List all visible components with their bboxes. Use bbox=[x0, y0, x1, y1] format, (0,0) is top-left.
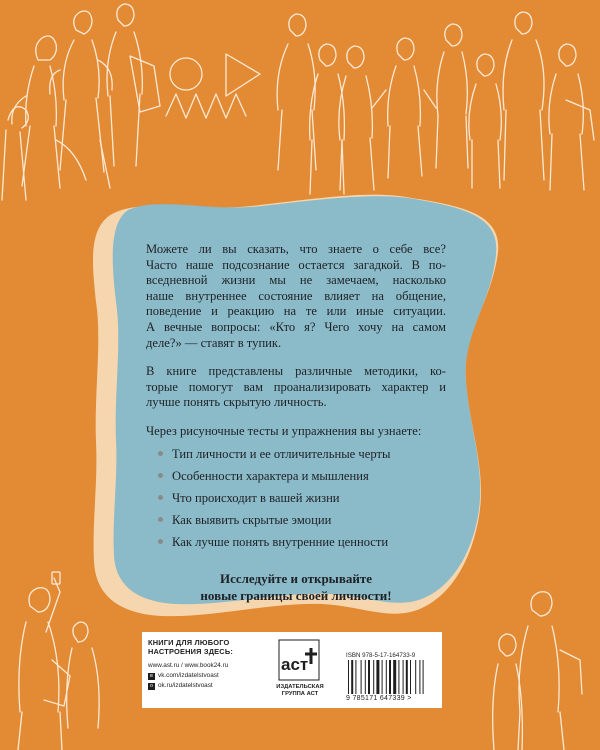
text-line: Можете ли вы сказать, что знаете о себе все? bbox=[146, 242, 446, 256]
barcode-bar bbox=[386, 660, 387, 694]
publisher-caption-line: ИЗДАТЕЛЬСКАЯ bbox=[276, 684, 324, 690]
barcode-bar bbox=[365, 660, 366, 694]
info-title-line: НАСТРОЕНИЯ ЗДЕСЬ: bbox=[148, 647, 234, 656]
publisher-links bbox=[148, 661, 278, 691]
barcode-bar bbox=[403, 660, 404, 694]
vk-link-text[interactable]: vk.com/izdatelstvoast bbox=[158, 672, 219, 679]
publisher-caption bbox=[260, 684, 340, 698]
barcode-bar bbox=[348, 660, 349, 694]
text-line: деле?» — ставят в тупик. bbox=[146, 335, 282, 350]
slogan-line: Исследуйте и открывайте bbox=[219, 571, 372, 586]
barcode-digits: 9 785171 647339 > bbox=[346, 695, 412, 702]
barcode-bar bbox=[389, 660, 391, 694]
barcode-bar bbox=[393, 660, 396, 694]
barcode bbox=[346, 660, 438, 694]
barcode-bar bbox=[373, 660, 374, 694]
ok-link-text[interactable]: ok.ru/izdatelstvoast bbox=[158, 682, 213, 689]
barcode-bar bbox=[376, 660, 379, 694]
list-item bbox=[146, 468, 446, 490]
text-line: поведение и реакцию на те или иные ситуации. bbox=[146, 304, 446, 319]
list-item-label: Особенности характера и мышления bbox=[172, 469, 369, 483]
barcode-bar bbox=[410, 660, 411, 694]
list-item-label: Как лучше понять внутренние ценности bbox=[172, 535, 389, 549]
publisher-caption-line: ГРУППА АСТ bbox=[281, 691, 319, 697]
barcode-bar bbox=[406, 660, 408, 694]
ast-logo-text: аст bbox=[281, 655, 309, 674]
list-item bbox=[146, 446, 446, 468]
methods-paragraph bbox=[146, 364, 446, 411]
barcode-bar bbox=[419, 660, 420, 694]
vk-link[interactable] bbox=[148, 671, 278, 681]
sites-link-text[interactable]: www.ast.ru / www.book24.ru bbox=[148, 662, 229, 669]
barcode-bar bbox=[368, 660, 370, 694]
text-line: вседневной жизни мы не замечаем, насколько bbox=[146, 273, 446, 288]
list-item-label: Тип личности и ее отличительные черты bbox=[172, 447, 391, 461]
bullet-icon bbox=[158, 451, 163, 456]
barcode-bar bbox=[355, 660, 356, 694]
barcode-bar bbox=[423, 660, 424, 694]
text-line: Часто наше подсознание остается загадкой. В по- bbox=[146, 257, 446, 272]
vk-icon: в bbox=[148, 673, 155, 680]
barcode-bar bbox=[382, 660, 383, 694]
bullet-icon bbox=[158, 495, 163, 500]
isbn-number: ISBN 978-5-17-164733-9 bbox=[346, 652, 416, 659]
list-item bbox=[146, 490, 446, 512]
slogan-line: новые границы своей личности! bbox=[200, 588, 392, 603]
list-lead: Через рисуночные тесты и упражнения вы узнаете: bbox=[146, 424, 422, 438]
bullet-icon bbox=[158, 539, 163, 544]
bullet-icon bbox=[158, 473, 163, 478]
list-item bbox=[146, 534, 446, 556]
closing-slogan bbox=[176, 570, 416, 604]
barcode-bar bbox=[398, 660, 399, 694]
text-line: В книге представлены различные методики, ко- bbox=[146, 364, 446, 378]
list-item-label: Что происходит в вашей жизни bbox=[172, 491, 340, 505]
ok-link[interactable] bbox=[148, 681, 278, 691]
intro-paragraph bbox=[146, 242, 446, 351]
text-line: торые помогут вам проанализировать характер и bbox=[146, 379, 446, 394]
barcode-bar bbox=[361, 660, 362, 694]
bullet-icon bbox=[158, 517, 163, 522]
list-item bbox=[146, 512, 446, 534]
barcode-bar bbox=[351, 660, 353, 694]
ok-icon: о bbox=[148, 683, 155, 690]
barcode-bar bbox=[415, 660, 416, 694]
text-line: А вечные вопросы: «Кто я? Чего хочу на самом bbox=[146, 319, 446, 334]
publisher-info-box bbox=[142, 632, 442, 708]
sites-link[interactable] bbox=[148, 661, 278, 671]
text-line: лучше понять скрытую личность. bbox=[146, 395, 327, 410]
info-title-line: КНИГИ ДЛЯ ЛЮБОГО bbox=[148, 638, 230, 647]
list-item-label: Как выявить скрытые эмоции bbox=[172, 513, 332, 527]
info-title bbox=[148, 638, 268, 656]
feature-list bbox=[146, 446, 446, 556]
text-line: наше внутреннее состояние влияет на общение, bbox=[146, 288, 446, 303]
isbn-block bbox=[346, 652, 442, 708]
